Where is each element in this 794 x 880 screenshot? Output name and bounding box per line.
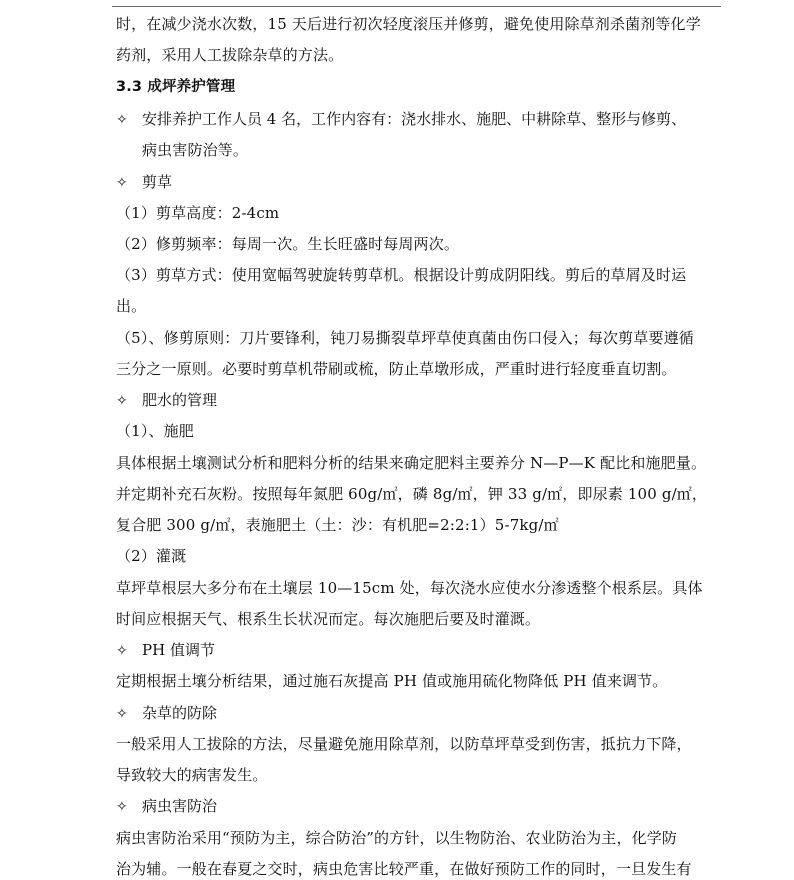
text-line: （1）剪草高度：2-4cm [116, 204, 280, 222]
text-line: 导致较大的病害发生。 [116, 766, 268, 784]
text-line: （2）灌溉 [116, 547, 187, 565]
bullet-text: 病虫害防治 [142, 797, 218, 815]
text-line: 三分之一原则。必要时剪草机带刷或梳，防止草墩形成，严重时进行轻度垂直切割。 [116, 360, 677, 378]
text-line: 药剂，采用人工拔除杂草的方法。 [116, 46, 344, 64]
text-line: 病虫害防治采用“预防为主，综合防治”的方针，以生物防治、农业防治为主，化学防 [116, 829, 678, 847]
text-line: 治为辅。一般在春夏之交时，病虫危害比较严重，在做好预防工作的同时，一旦发生有 [116, 860, 692, 878]
bullet-text: 杂草的防除 [142, 704, 218, 722]
text-line: （3）剪草方式：使用宽幅驾驶旋转剪草机。根据设计剪成阴阳线。剪后的草屑及时运 [116, 266, 687, 284]
text-line: 复合肥 300 g/㎡，表施肥土（土：沙：有机肥=2:2:1）5-7kg/㎡ [116, 516, 559, 534]
section-heading: 3.3 成坪养护管理 [116, 79, 236, 95]
text-line: （5）、修剪原则：刀片要锋利，钝刀易撕裂草坪草使真菌由伤口侵入；每次剪草要遵循 [116, 329, 694, 347]
bullet-text: 肥水的管理 [142, 391, 218, 409]
diamond-bullet-icon: ✧ [116, 393, 128, 409]
header-rule [112, 6, 721, 7]
diamond-bullet-icon: ✧ [116, 643, 128, 659]
bullet-text: 剪草 [142, 173, 173, 191]
diamond-bullet-icon: ✧ [116, 799, 128, 815]
text-line: 定期根据土壤分析结果，通过施石灰提高 PH 值或施用硫化物降低 PH 值来调节。 [116, 672, 668, 690]
bullet-text: PH 值调节 [142, 641, 215, 659]
text-line: 具体根据土壤测试分析和肥料分析的结果来确定肥料主要养分 N—P—K 配比和施肥量。 [116, 454, 707, 472]
text-line: 时间应根据天气、根系生长状况而定。每次施肥后要及时灌溉。 [116, 610, 541, 628]
text-line: 时，在减少浇水次数，15 天后进行初次轻度滚压并修剪，避免使用除草剂杀菌剂等化学 [116, 15, 701, 33]
bullet-item [116, 172, 172, 193]
diamond-bullet-icon: ✧ [116, 112, 128, 128]
bullet-text: 安排养护工作人员 4 名，工作内容有：浇水排水、施肥、中耕除草、整形与修剪、 [142, 110, 687, 128]
bullet-item [116, 703, 217, 724]
text-line: 病虫害防治等。 [142, 141, 249, 159]
bullet-item [116, 796, 217, 817]
text-line: （2）修剪频率：每周一次。生长旺盛时每周两次。 [116, 235, 459, 253]
bullet-item [116, 390, 217, 411]
diamond-bullet-icon: ✧ [116, 175, 128, 191]
diamond-bullet-icon: ✧ [116, 706, 128, 722]
bullet-item [116, 640, 215, 661]
text-line: （1）、施肥 [116, 422, 194, 440]
text-line: 出。 [116, 297, 147, 315]
text-line: 并定期补充石灰粉。按照每年氮肥 60g/㎡，磷 8g/㎡，钾 33 g/㎡，即尿素 100 g/㎡， [116, 485, 708, 503]
bullet-item [116, 109, 686, 130]
text-line: 一般采用人工拔除的方法，尽量避免施用除草剂，以防草坪草受到伤害，抵抗力下降， [116, 735, 692, 753]
text-line: 草坪草根层大多分布在土壤层 10—15cm 处，每次浇水应使水分渗透整个根系层。具体 [116, 579, 703, 597]
